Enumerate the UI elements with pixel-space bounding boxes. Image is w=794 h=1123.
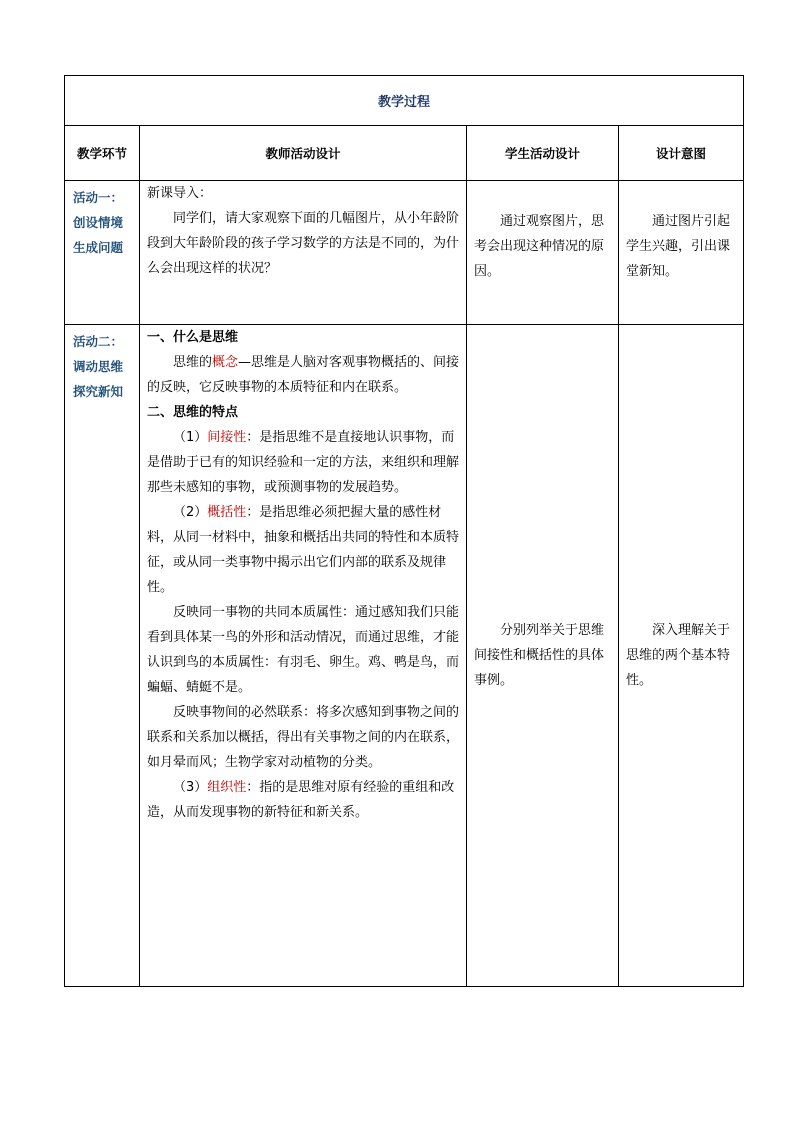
text: ：是指思维必须把握大量的感性材料，从同一材料中，抽象和概括出共同的特性和本质特征，或从同一类事物中揭示出它们内部的联系及规律性。 — [147, 505, 460, 595]
activity-line: 探究新知 — [73, 384, 124, 399]
feature-paragraph — [147, 775, 461, 825]
activity-label: 活动二： — [73, 334, 124, 349]
example-paragraph: 反映事物间的必然联系：将多次感知到事物之间的联系和关系加以概括，得出有关事物之间的内在联系，如月晕而风；生物学家对动植物的分类。 — [147, 705, 460, 770]
activity-two-cell — [65, 325, 140, 987]
text: ：指的是思维对原有经验的重组和改造，从而发现事物的新特征和新关系。 — [147, 780, 455, 820]
design-intent-cell: 通过图片引起学生兴趣，引出课堂新知。 — [619, 181, 744, 325]
teacher-activity-cell — [140, 325, 467, 987]
activity-line: 调动思维 — [73, 359, 124, 374]
teaching-process-table — [64, 75, 744, 987]
item-number: （1） — [173, 430, 208, 445]
header-teacher: 教师活动设计 — [140, 126, 467, 181]
concept-paragraph — [147, 350, 461, 400]
table-row — [65, 325, 744, 987]
keyword: 概括性 — [207, 505, 247, 520]
keyword: 间接性 — [207, 430, 247, 445]
table-title: 教学过程 — [65, 76, 744, 126]
example-paragraph: 反映同一事物的共同本质属性：通过感知我们只能看到具体某一鸟的外形和活动情况，而通过思维，才能认识到鸟的本质属性：有羽毛、卵生。鸡、鸭是鸟，而蝙蝠、蜻蜓不是。 — [147, 605, 460, 695]
section-heading: 一、什么是思维 — [147, 330, 239, 345]
text: 思维的 — [173, 355, 213, 370]
student-activity-cell: 分别列举关于思维间接性和概括性的具体事例。 — [467, 325, 619, 987]
activity-line: 创设情境 — [73, 215, 124, 230]
header-student: 学生活动设计 — [467, 126, 619, 181]
activity-line: 生成问题 — [73, 240, 124, 255]
section-heading: 二、思维的特点 — [147, 405, 239, 420]
header-stage: 教学环节 — [65, 126, 140, 181]
intro-text: 同学们，请大家观察下面的几幅图片，从小年龄阶段到大年龄阶段的孩子学习数学的方法是不同的，为什么会出现这样的状况？ — [147, 211, 460, 276]
keyword: 概念 — [212, 355, 239, 370]
activity-one-cell — [65, 181, 140, 325]
header-intent: 设计意图 — [619, 126, 744, 181]
student-activity-cell: 通过观察图片，思考会出现这种情况的原因。 — [467, 181, 619, 325]
activity-label: 活动一： — [73, 190, 124, 205]
item-number: （2） — [173, 505, 208, 520]
feature-paragraph — [147, 500, 461, 600]
item-number: （3） — [173, 780, 208, 795]
text: ：是指思维不是直接地认识事物，而是借助于已有的知识经验和一定的方法，来组织和理解那些未感知的事物，或预测事物的发展趋势。 — [147, 430, 460, 495]
text: —思维是人脑对客观事物概括的、间接的反映，它反映事物的本质特征和内在联系。 — [147, 355, 460, 395]
intro-heading: 新课导入： — [147, 186, 213, 201]
table-row — [65, 181, 744, 325]
header-row — [65, 126, 744, 181]
feature-paragraph — [147, 425, 461, 500]
keyword: 组织性 — [207, 780, 247, 795]
design-intent-cell: 深入理解关于思维的两个基本特性。 — [619, 325, 744, 987]
title-row — [65, 76, 744, 126]
teacher-activity-cell — [140, 181, 467, 325]
